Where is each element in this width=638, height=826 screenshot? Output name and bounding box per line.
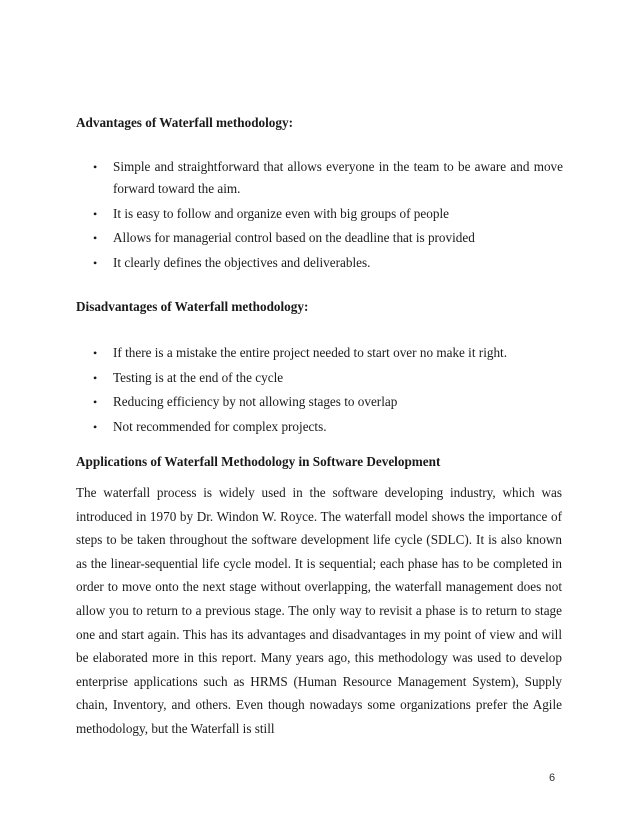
bullet-icon: •: [93, 255, 98, 270]
list-item: [93, 227, 563, 249]
list-item-text: It is easy to follow and organize even with big groups of people: [113, 205, 449, 221]
list-item: [93, 203, 563, 225]
bullet-icon: •: [93, 395, 98, 409]
list-item: [93, 367, 563, 389]
list-item: [93, 156, 563, 200]
list-item-text: Reducing efficiency by not allowing stages to overlap: [113, 394, 398, 409]
list-item-text: Allows for managerial control based on the deadline that is provided: [113, 230, 475, 245]
bullet-icon: •: [93, 206, 98, 221]
advantages-heading: Advantages of Waterfall methodology:: [76, 115, 293, 130]
applications-paragraph: The waterfall process is widely used in the software developing industry, which was introduced in 1970 by Dr. Windon W. Royce. The waterfall model shows the importance of steps to be taken throughout the software development life cycle (SDLC). It is also known as the linear-sequential life cycle model. It is sequential; each phase has to be completed in order to move onto the next stage without overlapping, the waterfall management does not allow you to return to a previous stage. The only way to revisit a phase is to return to stage one and start again. This has its advantages and disadvantages in my point of view and will be elaborated more in this report. Many years ago, this methodology was used to develop enterprise applications such as HRMS (Human Resource Management System), Supply chain, Inventory, and others. Even though nowadays some organizations prefer the Agile methodology, but the Waterfall is still: [76, 485, 562, 736]
list-item: [93, 252, 563, 274]
list-item-text: Not recommended for complex projects.: [113, 418, 327, 434]
list-item-text: It clearly defines the objectives and deliverables.: [113, 254, 371, 270]
list-item-text: If there is a mistake the entire project needed to start over no make it right.: [113, 345, 508, 360]
disadvantages-list: [93, 342, 563, 440]
bullet-icon: •: [93, 160, 98, 174]
list-item: [93, 416, 563, 438]
advantages-list: [93, 156, 563, 276]
page-number: 6: [549, 772, 556, 784]
applications-heading: Applications of Waterfall Methodology in Software Development: [76, 454, 441, 469]
bullet-icon: •: [93, 370, 98, 385]
list-item: [93, 342, 563, 364]
bullet-icon: •: [93, 419, 98, 434]
list-item: [93, 391, 563, 413]
bullet-icon: •: [93, 231, 98, 245]
disadvantages-heading: Disadvantages of Waterfall methodology:: [76, 299, 309, 314]
list-item-text: Testing is at the end of the cycle: [113, 369, 284, 385]
list-item-text: Simple and straightforward that allows everyone in the team to be aware and move forward toward the aim.: [113, 159, 563, 196]
bullet-icon: •: [93, 346, 98, 360]
